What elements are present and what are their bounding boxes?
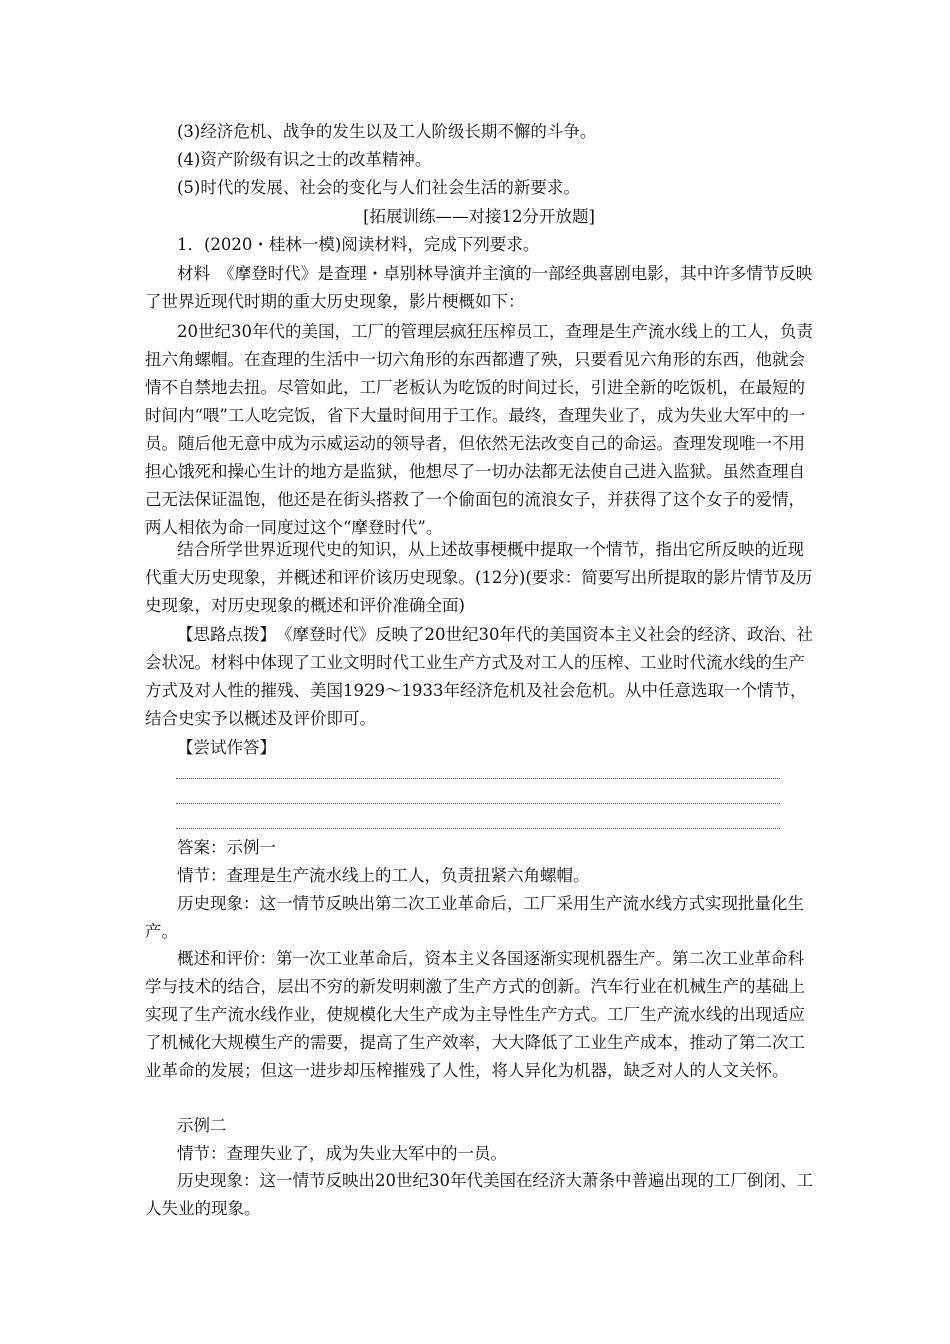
- line-cause-3: (3)经济危机、战争的发生以及工人阶级长期不懈的斗争。: [177, 122, 597, 141]
- example2-phenomenon: 历史现象：这一情节反映出20世纪30年代美国在经济大萧条中普遍出现的工厂倒闭、工人失业的现象。: [145, 1171, 813, 1218]
- question-task: 结合所学世界近现代史的知识，从上述故事梗概中提取一个情节，指出它所反映的近现代重大历史现象，并概述和评价该历史现象。(12分)(要求：简要写出所提取的影片情节及历史现象，对历史现象的概述和评价准确全面): [145, 540, 813, 615]
- line-cause-4: (4)资产阶级有识之士的改革精神。: [177, 150, 432, 169]
- hint-paragraph: [145, 621, 813, 733]
- answer-blank-line-2[interactable]: [176, 803, 780, 804]
- question-story: 20世纪30年代的美国，工厂的管理层疯狂压榨员工，查理是生产流水线上的工人，负责扭六角螺帽。在查理的生活中一切六角形的东西都遭了殃，只要看见六角形的东西，他就会情不自禁地去扭。尽管如此，工厂老板认为吃饭的时间过长，引进全新的吃饭机，在最短的时间内“喂”工人吃完饭，省下大量时间用于工作。最终，查理失业了，成为失业大军中的一员。随后他无意中成为示威运动的领导者，但依然无法改变自己的命运。查理发现唯一不用担心饿死和操心生计的地方是监狱，他想尽了一切办法都无法使自己进入监狱。虽然查理自己无法保证温饱，他还是在街头搭救了一个偷面包的流浪女子，并获得了这个女子的爱情，两人相依为命一同度过这个“摩登时代”。: [145, 322, 813, 537]
- answer-blank-line-1[interactable]: [176, 778, 780, 779]
- answer-blank-line-3[interactable]: [176, 828, 780, 829]
- hint-text: 《摩登时代》反映了20世纪30年代的美国资本主义社会的经济、政治、社会状况。材料中体现了工业文明时代工业生产方式及对工人的压榨、工业时代流水线的生产方式及对人性的摧残、美国1929～1933年经济危机及社会危机。从中任意选取一个情节，结合史实予以概述及评价即可。: [145, 625, 813, 728]
- example1-plot: 情节：查理是生产流水线上的工人，负责扭紧六角螺帽。: [177, 866, 590, 885]
- section-title: [拓展训练——对接12分开放题]: [363, 207, 595, 226]
- hint-label: 【思路点拨】: [177, 625, 268, 644]
- question-intro: 1．(2020・桂林一模)阅读材料，完成下列要求。: [177, 235, 540, 254]
- example2-plot: 情节：查理失业了，成为失业大军中的一员。: [177, 1144, 507, 1163]
- answer-heading: 答案：示例一: [177, 838, 276, 857]
- example1-phenomenon: 历史现象：这一情节反映出第二次工业革命后，工厂采用生产流水线方式实现批量化生产。: [145, 894, 804, 941]
- line-cause-5: (5)时代的发展、社会的变化与人们社会生活的新要求。: [177, 178, 580, 197]
- question-material: 材料 《摩登时代》是查理・卓别林导演并主演的一部经典喜剧电影，其中许多情节反映了世界近现代时期的重大历史现象，影片梗概如下：: [145, 264, 813, 311]
- example1-review: 概述和评价：第一次工业革命后，资本主义各国逐渐实现机器生产。第二次工业革命科学与技术的结合，层出不穷的新发明刺激了生产方式的创新。汽车行业在机械生产的基础上实现了生产流水线作业，使规模化大生产成为主导性生产方式。工厂生产流水线的出现适应了机械化大规模生产的需要，提高了生产效率，大大降低了工业生产成本，推动了第二次工业革命的发展；但这一进步却压榨摧残了人性，将人异化为机器，缺乏对人的人文关怀。: [145, 949, 805, 1080]
- example2-heading: 示例二: [177, 1116, 227, 1135]
- try-answer-label: 【尝试作答】: [177, 738, 276, 757]
